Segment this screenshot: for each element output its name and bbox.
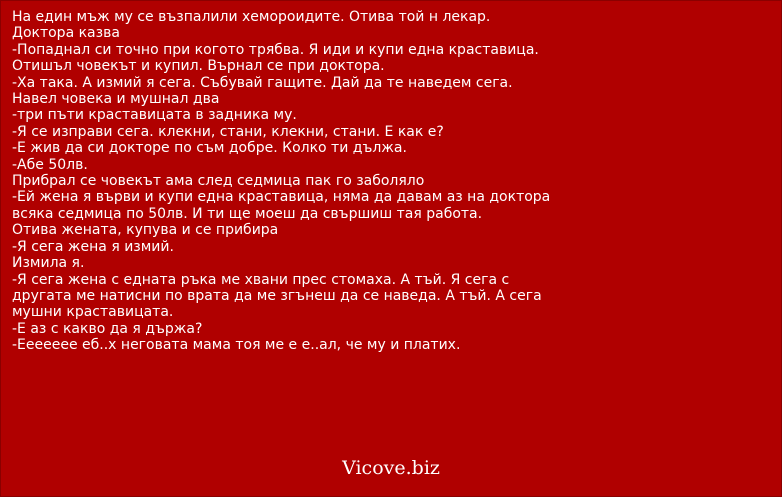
joke-text [12, 9, 772, 354]
joke-line: Доктора казва [12, 25, 120, 42]
joke-line: -Ха така. А измий я сега. Събувай гащите. Дай да те наведем сега. [12, 74, 513, 91]
joke-line: Навел човека и мушнал два [12, 91, 220, 108]
joke-line: Прибрал се човекът ама след седмица пак го заболяло [12, 173, 425, 190]
joke-line: -Я сега жена с едната ръка ме хвани прес стомаха. А тъй. Я сега с [12, 271, 510, 288]
joke-line: другата ме натисни по врата да ме згънеш да се наведа. А тъй. А сега [12, 287, 542, 304]
joke-line: всяка седмица по 50лв. И ти ще моеш да свършиш тая работа. [12, 205, 483, 222]
joke-line: -Попаднал си точно при когото трябва. Я иди и купи една краставица. [12, 41, 539, 58]
joke-line: -Еееееее еб..х неговата мама тоя ме е е..ал, че му и платих. [12, 337, 461, 354]
joke-line: -Абе 50лв. [12, 156, 88, 173]
joke-line: -Я сега жена я измий. [12, 238, 174, 255]
site-watermark: Vicove.biz [342, 457, 440, 479]
joke-line: -Е жив да си докторе по съм добре. Колко ти дължа. [12, 140, 407, 157]
joke-line: Измила я. [12, 255, 85, 272]
joke-line: Отишъл човекът и купил. Върнал се при доктора. [12, 58, 385, 75]
joke-line: -Я се изправи сега. клекни, стани, клекни, стани. Е как е? [12, 123, 444, 140]
joke-line: -Ей жена я върви и купи една краставица, няма да давам аз на доктора [12, 189, 551, 206]
joke-line: На един мъж му се възпалили хемороидите. Отива той н лекар. [12, 9, 491, 25]
joke-line: -три пъти краставицата в задника му. [12, 107, 297, 124]
joke-line: мушни краставицата. [12, 304, 174, 321]
joke-line: -Е аз с какво да я държа? [12, 320, 203, 337]
joke-line: Отива жената, купува и се прибира [12, 222, 279, 239]
